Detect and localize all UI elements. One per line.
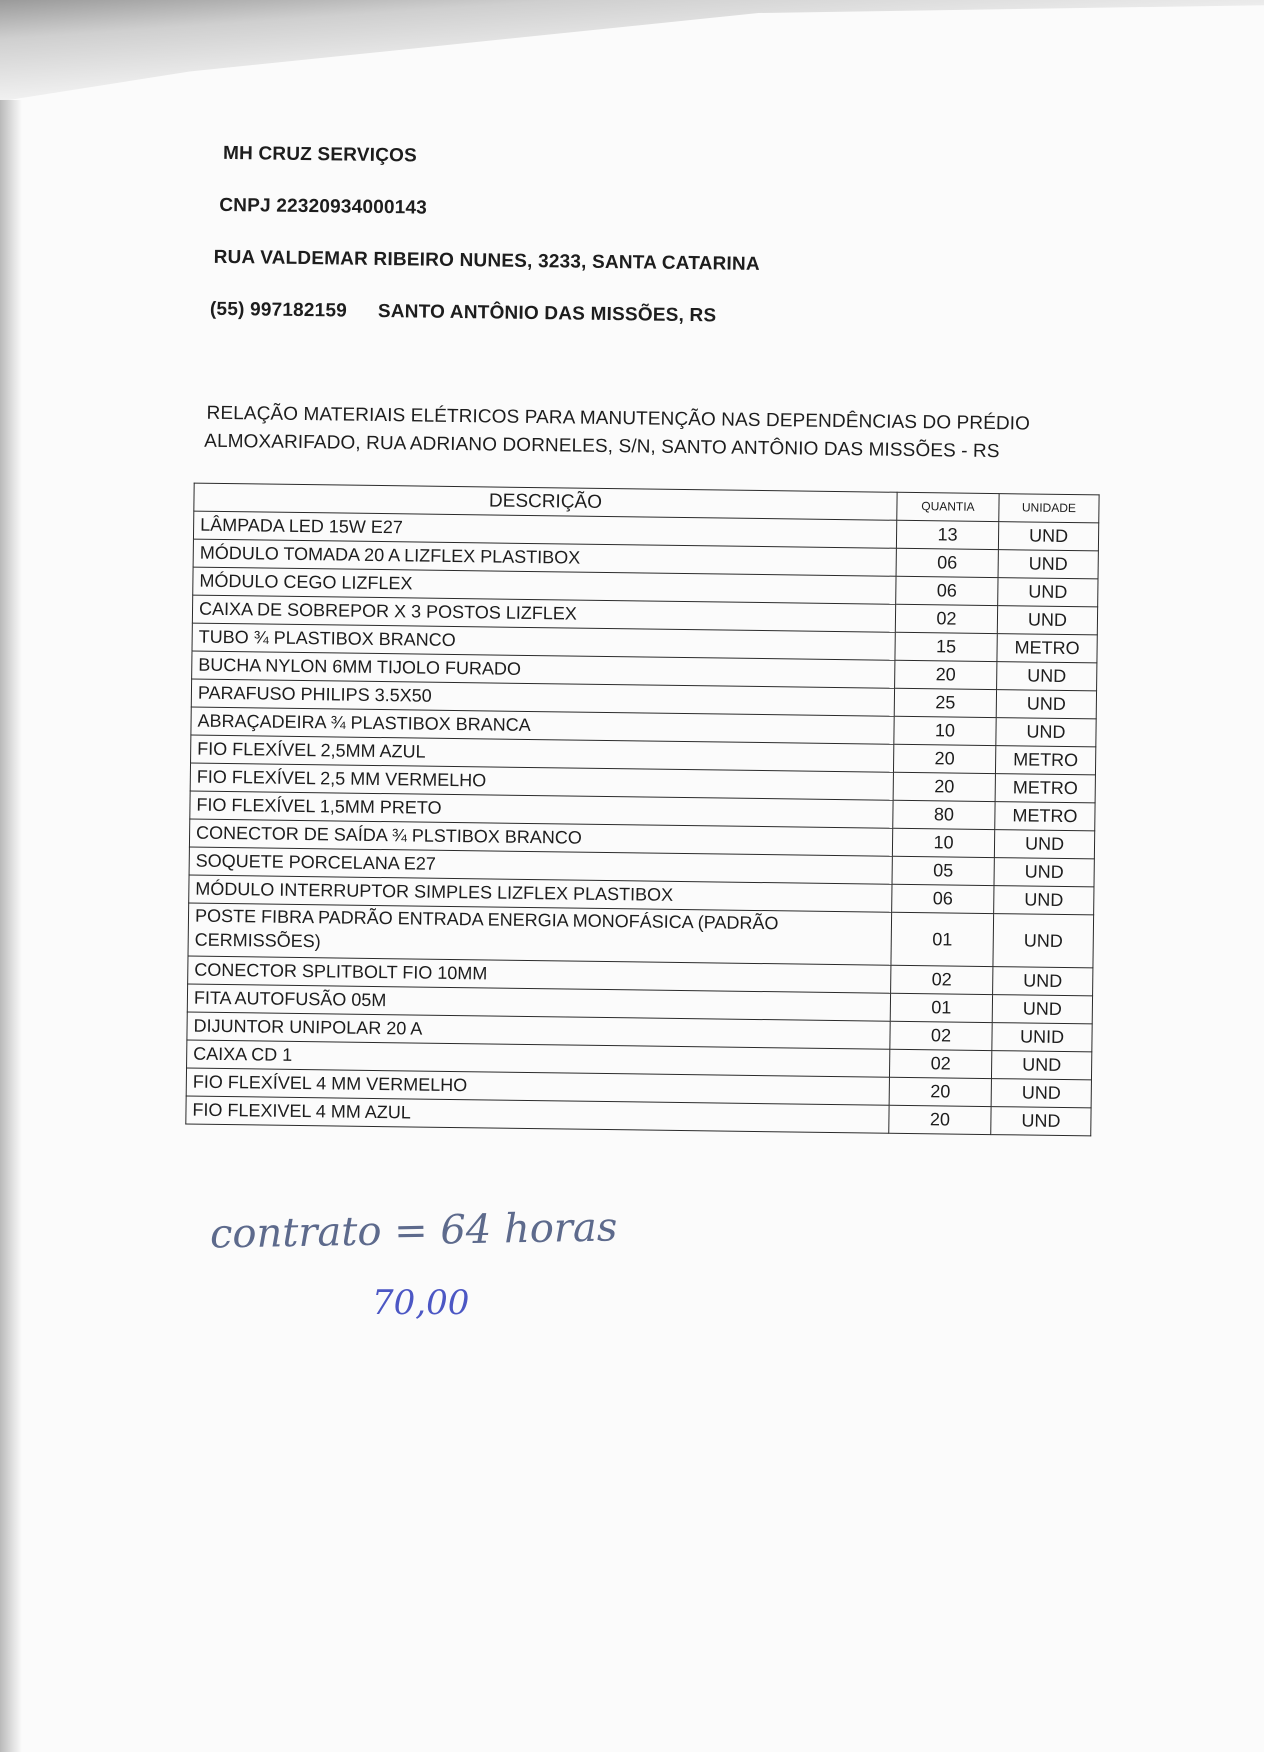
cell-description: CONECTOR DE SAÍDA ¾ PLSTIBOX BRANCO (189, 819, 892, 856)
cell-unit: UND (993, 914, 1094, 968)
cell-quantity: 06 (896, 548, 998, 577)
cell-unit: UND (992, 995, 1092, 1024)
cell-unit: UND (994, 886, 1094, 915)
cell-unit: UND (993, 967, 1093, 996)
company-name: MH CRUZ SERVIÇOS (222, 142, 418, 167)
cell-description: MÓDULO CEGO LIZFLEX (193, 567, 896, 604)
cell-quantity: 20 (889, 1105, 991, 1134)
intro-line-1: RELAÇÃO MATERIAIS ELÉTRICOS PARA MANUTENÇÃO NAS DEPENDÊNCIAS DO PRÉDIO (206, 402, 1031, 435)
cell-description: FIO FLEXÍVEL 1,5MM PRETO (190, 791, 893, 828)
cell-description: SOQUETE PORCELANA E27 (189, 847, 892, 884)
cell-unit: UND (998, 578, 1098, 607)
cell-description: CONECTOR SPLITBOLT FIO 10MM (188, 956, 891, 993)
cell-unit: UND (991, 1051, 1091, 1080)
cell-unit: UND (998, 522, 1098, 551)
cell-description: DIJUNTOR UNIPOLAR 20 A (187, 1012, 890, 1049)
cell-unit: UND (998, 550, 1098, 579)
intro-line-2: ALMOXARIFADO, RUA ADRIANO DORNELES, S/N, SANTO ANTÔNIO DAS MISSÕES - RS (204, 430, 1000, 463)
cell-quantity: 01 (890, 993, 992, 1022)
cell-description: FIO FLEXIVEL 4 MM AZUL (186, 1096, 889, 1133)
cell-description: ABRAÇADEIRA ¾ PLASTIBOX BRANCA (191, 707, 894, 744)
company-address: RUA VALDEMAR RIBEIRO NUNES, 3233, SANTA CATARINA (213, 246, 760, 275)
cell-quantity: 10 (894, 716, 996, 745)
cell-quantity: 02 (891, 965, 993, 994)
cell-unit: UND (994, 830, 1094, 859)
cell-description: LÂMPADA LED 15W E27 (193, 511, 896, 548)
cell-description: CAIXA DE SOBREPOR X 3 POSTOS LIZFLEX (192, 595, 895, 632)
cell-unit: METRO (995, 774, 1095, 803)
cell-quantity: 06 (896, 576, 998, 605)
cell-description: FIO FLEXÍVEL 2,5 MM VERMELHO (190, 763, 893, 800)
header-description: DESCRIÇÃO (194, 483, 897, 520)
cell-description: FITA AUTOFUSÃO 05M (187, 984, 890, 1021)
cell-unit: UND (991, 1079, 1091, 1108)
cell-unit: UND (997, 662, 1097, 691)
cell-quantity: 80 (893, 800, 995, 829)
handwritten-note-contract: contrato = 64 horas (209, 1204, 618, 1258)
cell-quantity: 13 (896, 520, 998, 549)
cell-unit: UND (997, 606, 1097, 635)
cell-unit: UND (996, 690, 1096, 719)
cell-unit: METRO (997, 634, 1097, 663)
company-phone: (55) 997182159 (209, 298, 348, 322)
header-unit: UNIDADE (999, 494, 1099, 523)
cell-description: MÓDULO TOMADA 20 A LIZFLEX PLASTIBOX (193, 539, 896, 576)
cell-unit: UNID (992, 1023, 1092, 1052)
page-edge-shadow (0, 100, 22, 1752)
cell-description: TUBO ¾ PLASTIBOX BRANCO (192, 623, 895, 660)
cell-quantity: 06 (892, 884, 994, 913)
cell-quantity: 15 (895, 632, 997, 661)
cell-quantity: 02 (890, 1021, 992, 1050)
cell-description: BUCHA NYLON 6MM TIJOLO FURADO (192, 651, 895, 688)
cell-unit: METRO (995, 746, 1095, 775)
cell-unit: METRO (995, 802, 1095, 831)
cell-quantity: 10 (892, 828, 994, 857)
cell-unit: UND (994, 858, 1094, 887)
cell-quantity: 20 (889, 1077, 991, 1106)
materials-table (185, 483, 1099, 1137)
cell-description: CAIXA CD 1 (187, 1040, 890, 1077)
header-quantity: QUANTIA (897, 492, 999, 521)
cell-quantity: 20 (893, 744, 995, 773)
cell-quantity: 05 (892, 856, 994, 885)
cell-quantity: 25 (894, 688, 996, 717)
cell-quantity: 02 (889, 1049, 991, 1078)
company-city: SANTO ANTÔNIO DAS MISSÕES, RS (377, 300, 717, 327)
cell-quantity: 20 (893, 772, 995, 801)
cell-unit: UND (996, 718, 1096, 747)
cell-description: MÓDULO INTERRUPTOR SIMPLES LIZFLEX PLASTIBOX (189, 875, 892, 912)
cell-quantity: 01 (891, 912, 994, 966)
cell-description: PARAFUSO PHILIPS 3.5X50 (191, 679, 894, 716)
cell-quantity: 02 (895, 604, 997, 633)
cell-description: FIO FLEXÍVEL 4 MM VERMELHO (186, 1068, 889, 1105)
handwritten-note-value: 70,00 (372, 1283, 470, 1323)
company-cnpj: CNPJ 22320934000143 (219, 194, 428, 219)
cell-description: POSTE FIBRA PADRÃO ENTRADA ENERGIA MONOFÁSICA (PADRÃO CERMISSÕES) (188, 903, 892, 965)
cell-unit: UND (991, 1107, 1091, 1136)
cell-description: FIO FLEXÍVEL 2,5MM AZUL (191, 735, 894, 772)
cell-quantity: 20 (895, 660, 997, 689)
